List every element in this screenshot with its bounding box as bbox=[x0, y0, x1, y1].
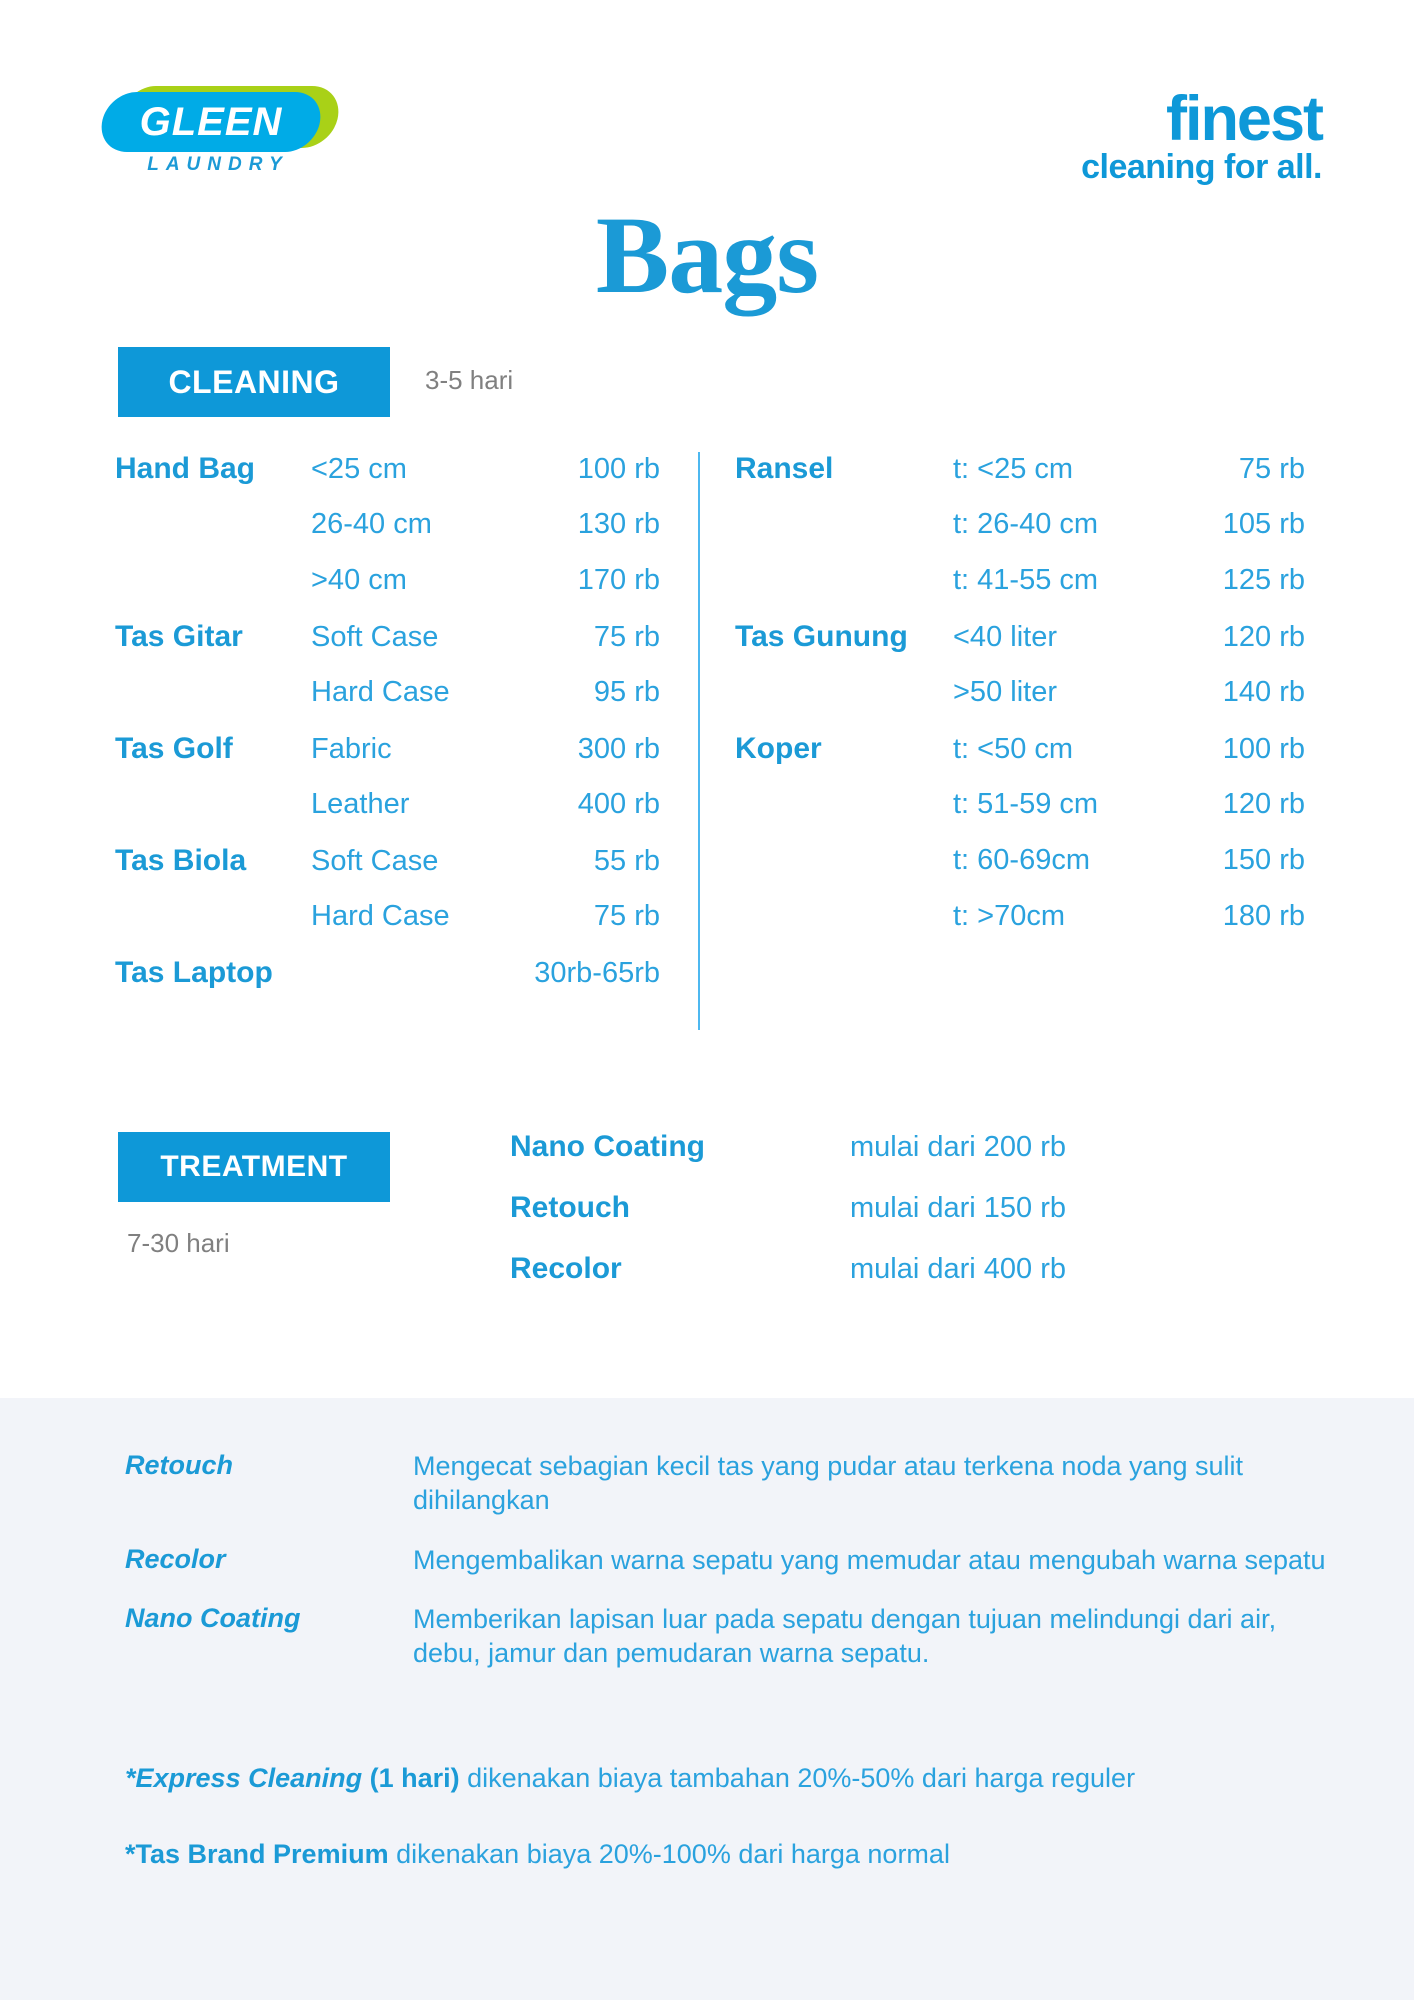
treatment-price: mulai dari 400 rb bbox=[850, 1253, 1066, 1285]
surcharge-note-strong: *Tas Brand Premium bbox=[125, 1839, 389, 1869]
price-category: Tas Biola bbox=[115, 844, 247, 877]
price-category: Koper bbox=[735, 732, 822, 765]
price-category: Tas Golf bbox=[115, 732, 233, 765]
price-row bbox=[115, 508, 660, 564]
cleaning-section-badge: CLEANING bbox=[118, 347, 390, 417]
treatment-section-badge: TREATMENT bbox=[118, 1132, 390, 1202]
price-value: 140 rb bbox=[1222, 676, 1305, 708]
treatment-price: mulai dari 200 rb bbox=[850, 1131, 1066, 1163]
service-definition-row bbox=[125, 1544, 1340, 1578]
price-row bbox=[115, 732, 660, 788]
logo-wordmark: GLEEN bbox=[139, 99, 283, 144]
price-value: 75 rb bbox=[593, 621, 660, 653]
price-item: Leather bbox=[311, 788, 410, 820]
treatment-row bbox=[510, 1252, 1210, 1313]
logo-subtitle: LAUNDRY bbox=[147, 154, 289, 175]
price-item: >40 cm bbox=[311, 564, 407, 596]
price-value: 75 rb bbox=[593, 900, 660, 932]
surcharge-note-emphasis: *Express Cleaning bbox=[125, 1763, 363, 1793]
treatment-price-list bbox=[510, 1130, 1210, 1313]
price-value: 100 rb bbox=[1222, 733, 1305, 765]
service-definition-text: Memberikan lapisan luar pada sepatu dengan tujuan melindungi dari air, debu, jamur dan pemudaran warna sepatu. bbox=[413, 1604, 1277, 1668]
page-header bbox=[0, 0, 1414, 200]
surcharge-note-text: dikenakan biaya 20%-100% dari harga normal bbox=[388, 1839, 950, 1869]
gleen-laundry-logo bbox=[98, 86, 338, 186]
treatment-row bbox=[510, 1130, 1210, 1191]
price-item: t: 51-59 cm bbox=[953, 788, 1099, 820]
brand-tagline bbox=[1081, 84, 1322, 186]
column-divider bbox=[698, 452, 700, 1030]
price-row bbox=[735, 732, 1305, 788]
price-value: 55 rb bbox=[593, 845, 660, 877]
price-category: Tas Gunung bbox=[735, 620, 908, 653]
price-item: t: 60-69cm bbox=[953, 844, 1090, 876]
cleaning-duration: 3-5 hari bbox=[425, 365, 514, 395]
price-item: 26-40 cm bbox=[311, 508, 432, 540]
service-definition-label: Recolor bbox=[125, 1543, 226, 1574]
price-item: t: <50 cm bbox=[953, 733, 1074, 765]
price-row bbox=[115, 844, 660, 900]
price-value: 400 rb bbox=[577, 788, 660, 820]
price-row bbox=[115, 676, 660, 732]
price-value: 120 rb bbox=[1222, 788, 1305, 820]
price-row bbox=[115, 564, 660, 620]
price-row bbox=[735, 676, 1305, 732]
price-row bbox=[735, 564, 1305, 620]
price-item: <25 cm bbox=[311, 453, 407, 485]
price-value: 100 rb bbox=[577, 453, 660, 485]
price-item: <40 liter bbox=[953, 621, 1057, 653]
service-definition-label: Nano Coating bbox=[125, 1603, 301, 1634]
price-row bbox=[115, 620, 660, 676]
price-row bbox=[735, 452, 1305, 508]
service-definition-row bbox=[125, 1603, 1340, 1671]
service-definition-row bbox=[125, 1450, 1340, 1518]
price-row bbox=[115, 788, 660, 844]
cleaning-price-column-right bbox=[735, 452, 1305, 956]
price-value: 120 rb bbox=[1222, 621, 1305, 653]
price-item: Fabric bbox=[311, 733, 392, 765]
price-row bbox=[735, 620, 1305, 676]
price-item: Hard Case bbox=[311, 676, 450, 708]
price-item: >50 liter bbox=[953, 676, 1057, 708]
price-value: 95 rb bbox=[593, 676, 660, 708]
service-definition-text: Mengembalikan warna sepatu yang memudar atau mengubah warna sepatu bbox=[413, 1544, 1326, 1575]
price-value: 75 rb bbox=[1238, 453, 1305, 485]
price-row bbox=[735, 508, 1305, 564]
price-row bbox=[115, 900, 660, 956]
price-value: 30rb-65rb bbox=[534, 957, 660, 989]
treatment-name: Nano Coating bbox=[510, 1130, 705, 1163]
surcharge-note bbox=[125, 1839, 1375, 1870]
price-value: 170 rb bbox=[577, 564, 660, 596]
treatment-row bbox=[510, 1191, 1210, 1252]
price-item: t: 41-55 cm bbox=[953, 564, 1099, 596]
price-value: 125 rb bbox=[1222, 564, 1305, 596]
tagline-secondary: cleaning for all. bbox=[1081, 147, 1322, 186]
price-value: 300 rb bbox=[577, 733, 660, 765]
surcharge-note-strong: (1 hari) bbox=[362, 1763, 460, 1793]
price-value: 105 rb bbox=[1222, 508, 1305, 540]
cleaning-price-column-left bbox=[115, 452, 660, 1012]
footer-band bbox=[0, 1398, 1414, 2000]
page-title: Bags bbox=[595, 194, 819, 316]
price-value: 180 rb bbox=[1222, 900, 1305, 932]
price-row bbox=[115, 452, 660, 508]
service-definition-text: Mengecat sebagian kecil tas yang pudar atau terkena noda yang sulit dihilangkan bbox=[413, 1451, 1244, 1515]
service-definitions-list bbox=[125, 1450, 1340, 1697]
price-item: t: >70cm bbox=[953, 900, 1066, 932]
price-row bbox=[735, 844, 1305, 900]
price-item: t: 26-40 cm bbox=[953, 508, 1099, 540]
price-category: Hand Bag bbox=[115, 452, 256, 485]
surcharge-note bbox=[125, 1763, 1375, 1794]
surcharge-note-text: dikenakan biaya tambahan 20%-50% dari harga reguler bbox=[459, 1763, 1136, 1793]
price-item: Soft Case bbox=[311, 621, 439, 653]
surcharge-notes-list bbox=[125, 1763, 1375, 1915]
service-definition-label: Retouch bbox=[125, 1450, 233, 1480]
treatment-price: mulai dari 150 rb bbox=[850, 1192, 1066, 1224]
price-value: 150 rb bbox=[1222, 844, 1305, 876]
price-item: Hard Case bbox=[311, 900, 450, 932]
price-value: 130 rb bbox=[577, 508, 660, 540]
treatment-name: Retouch bbox=[510, 1191, 630, 1224]
price-item: t: <25 cm bbox=[953, 453, 1074, 485]
treatment-duration: 7-30 hari bbox=[127, 1228, 230, 1258]
price-category: Tas Laptop bbox=[115, 956, 273, 989]
price-item: Soft Case bbox=[311, 845, 439, 877]
treatment-name: Recolor bbox=[510, 1252, 622, 1285]
price-category: Ransel bbox=[735, 452, 834, 485]
price-row bbox=[115, 956, 660, 1012]
tagline-primary: finest bbox=[1165, 84, 1322, 154]
price-row bbox=[735, 900, 1305, 956]
price-row bbox=[735, 788, 1305, 844]
price-category: Tas Gitar bbox=[115, 620, 243, 653]
